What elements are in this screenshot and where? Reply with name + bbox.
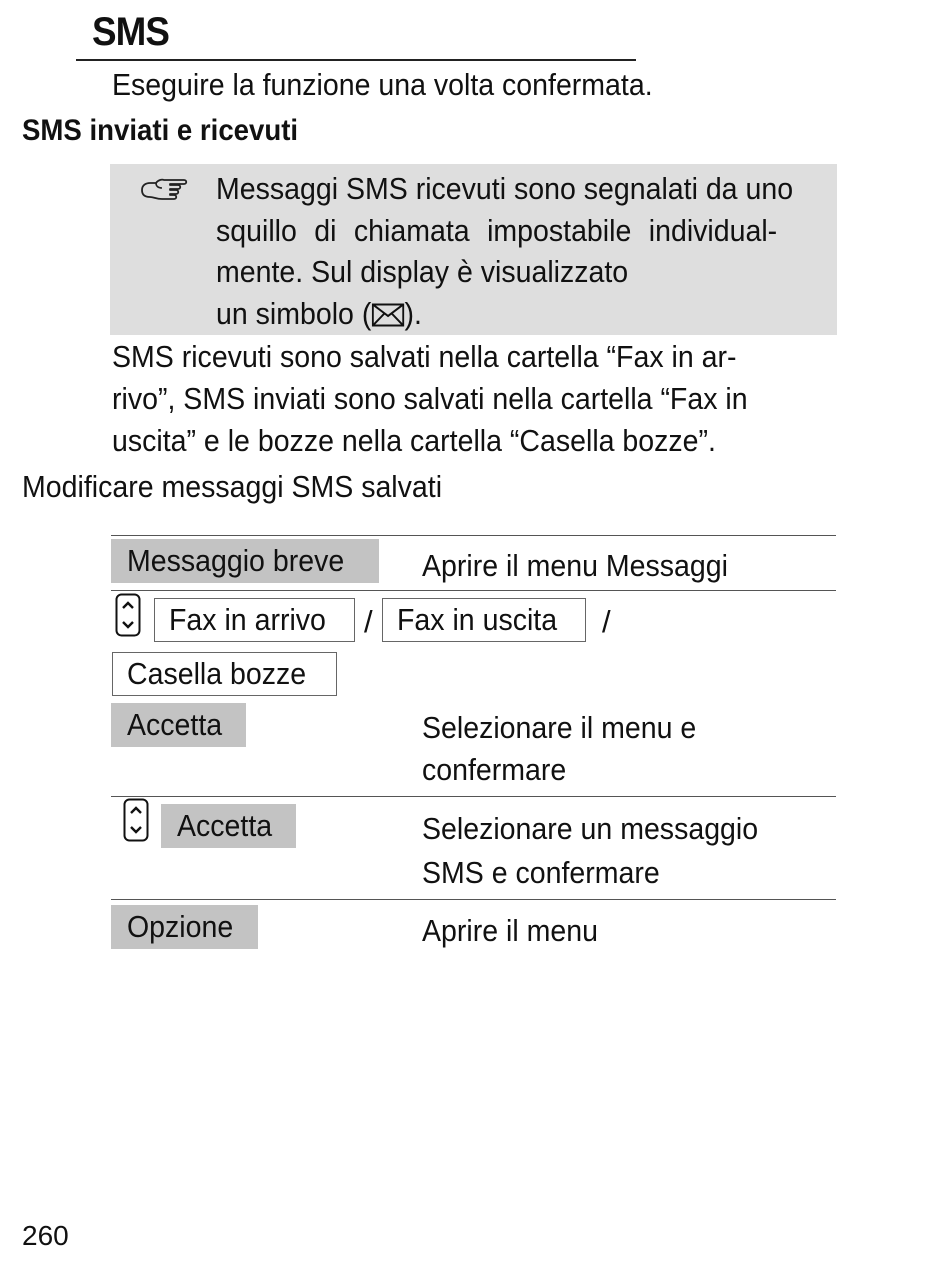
note-line-1: Messaggi SMS ricevuti sono segnalati da uno (216, 171, 794, 206)
step-description: confermare (422, 752, 567, 787)
storage-line-2: rivo”, SMS inviati sono salvati nella cartella “Fax in (112, 381, 748, 416)
note-word: individual- (648, 212, 778, 248)
pointing-hand-icon (140, 176, 188, 206)
storage-line-1: SMS ricevuti sono salvati nella cartella “Fax in ar- (112, 339, 737, 374)
step-description: Selezionare il menu e (422, 710, 697, 745)
key-label: Accetta (177, 808, 273, 843)
separator-slash: / (602, 604, 611, 639)
accetta-key[interactable] (161, 804, 296, 848)
accetta-key[interactable] (111, 703, 246, 747)
note-text (216, 168, 823, 334)
key-label: Opzione (127, 909, 234, 944)
note-line-3: mente. Sul display è visualizzato (216, 254, 629, 289)
note-word: chiamata (353, 212, 470, 248)
key-label: Messaggio breve (127, 543, 345, 578)
step-description: SMS e confermare (422, 855, 660, 890)
page-title: SMS (92, 10, 169, 54)
intro-text: Eseguire la funzione una volta confermata. (112, 67, 653, 102)
note-line-2 (216, 210, 777, 252)
table-rule (111, 899, 836, 900)
separator-slash: / (364, 604, 373, 639)
title-underline (76, 59, 636, 61)
opzione-key[interactable] (111, 905, 258, 949)
fax-in-uscita-key[interactable] (382, 598, 586, 642)
step-description: Aprire il menu Messaggi (422, 548, 728, 583)
step-description: Aprire il menu (422, 913, 598, 948)
key-label: Fax in uscita (397, 602, 558, 637)
note-line-4-end: ). (404, 295, 422, 331)
page-number: 260 (22, 1220, 69, 1251)
table-rule (111, 590, 836, 591)
note-word: di (314, 212, 337, 248)
key-label: Fax in arrivo (169, 602, 326, 637)
section-heading: SMS inviati e ricevuti (22, 114, 299, 147)
up-down-navigation-icon[interactable] (123, 798, 149, 842)
subheading: Modificare messaggi SMS salvati (22, 469, 443, 504)
up-down-navigation-icon[interactable] (115, 593, 141, 637)
envelope-icon (371, 303, 404, 327)
table-rule (111, 535, 836, 536)
messaggio-breve-key[interactable] (111, 539, 379, 583)
casella-bozze-key[interactable] (112, 652, 337, 696)
note-word: squillo (216, 212, 297, 248)
note-line-4-start: un simbolo ( (216, 295, 372, 331)
note-line-4 (216, 293, 823, 335)
step-description: Selezionare un messaggio (422, 811, 759, 846)
table-rule (111, 796, 836, 797)
key-label: Casella bozze (127, 656, 307, 691)
storage-line-3: uscita” e le bozze nella cartella “Casella bozze”. (112, 423, 716, 458)
fax-in-arrivo-key[interactable] (154, 598, 355, 642)
key-label: Accetta (127, 707, 223, 742)
note-word: impostabile (487, 212, 632, 248)
